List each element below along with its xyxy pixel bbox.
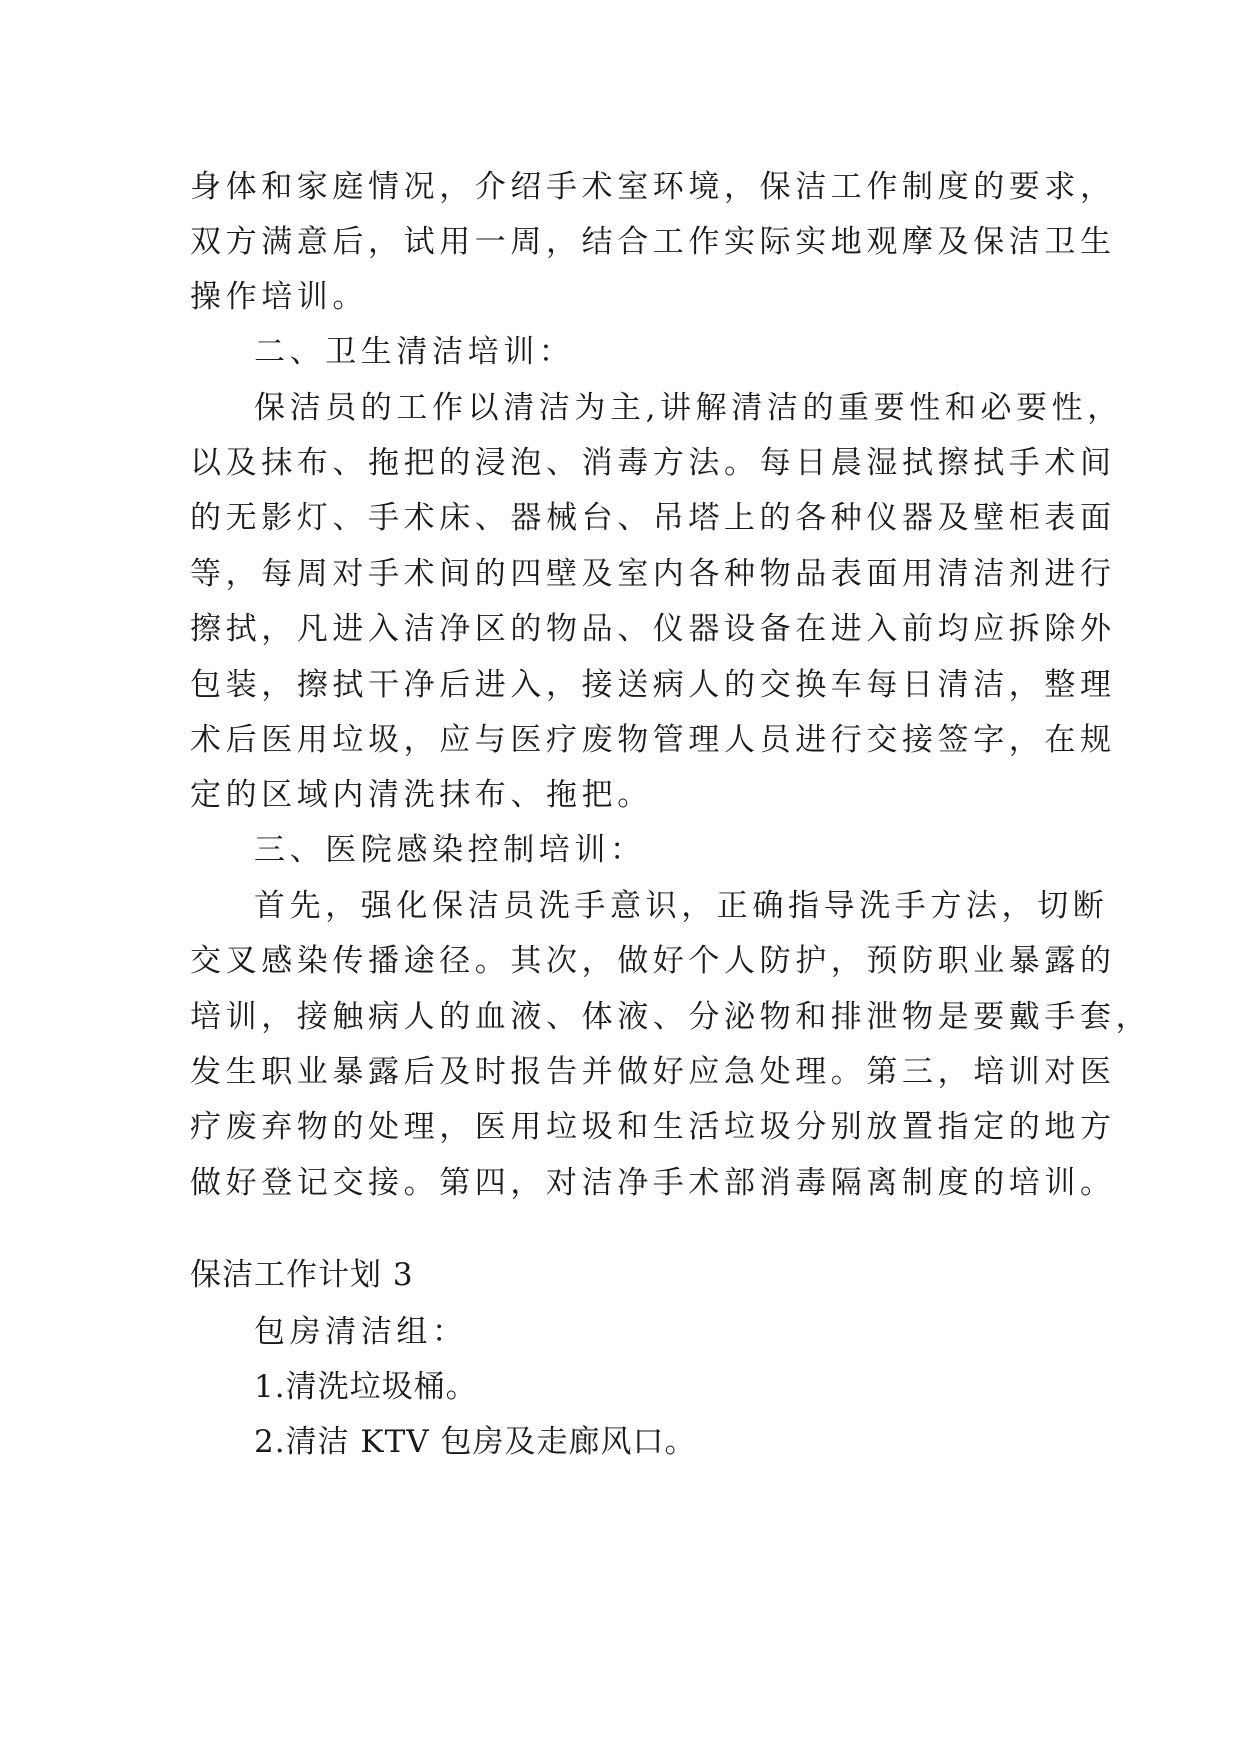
paragraph-line: 发生职业暴露后及时报告并做好应急处理。第三，培训对医 (190, 1054, 1116, 1090)
group-heading: 包房清洁组： (254, 1314, 468, 1350)
paragraph-line: 定的区域内清洗抹布、拖把。 (190, 777, 653, 813)
paragraph-line: 的无影灯、手术床、器械台、吊塔上的各种仪器及壁柜表面 (190, 500, 1116, 536)
paragraph-line: 操作培训。 (190, 279, 368, 315)
paragraph-line: 交叉感染传播途径。其次，做好个人防护，预防职业暴露的 (190, 943, 1116, 979)
section-title: 保洁工作计划 3 (190, 1257, 414, 1293)
list-item: 2.清洁 KTV 包房及走廊风口。 (254, 1424, 697, 1460)
paragraph-line: 身体和家庭情况，介绍手术室环境，保洁工作制度的要求， (190, 169, 1116, 205)
paragraph-line: 包装，擦拭干净后进入，接送病人的交换车每日清洁，整理 (190, 667, 1116, 703)
paragraph-line: 保洁员的工作以清洁为主,讲解清洁的重要性和必要性， (254, 390, 1123, 426)
paragraph-line: 术后医用垃圾，应与医疗废物管理人员进行交接签字，在规 (190, 722, 1116, 758)
paragraph-line: 以及抹布、拖把的浸泡、消毒方法。每日晨湿拭擦拭手术间 (190, 445, 1116, 481)
section-heading-hygiene: 二、卫生清洁培训： (254, 334, 575, 370)
paragraph-line: 培训，接触病人的血液、体液、分泌物和排泄物是要戴手套， (190, 999, 1152, 1035)
paragraph-line: 擦拭，凡进入洁净区的物品、仪器设备在进入前均应拆除外 (190, 611, 1116, 647)
paragraph-line: 疗废弃物的处理，医用垃圾和生活垃圾分别放置指定的地方 (190, 1109, 1116, 1145)
paragraph-line: 首先，强化保洁员洗手意识，正确指导洗手方法，切断 (254, 888, 1109, 924)
section-heading-infection: 三、医院感染控制培训： (254, 832, 646, 868)
paragraph-line: 等，每周对手术间的四壁及室内各种物品表面用清洁剂进行 (190, 556, 1116, 592)
paragraph-line: 双方满意后，试用一周，结合工作实际实地观摩及保洁卫生 (190, 224, 1116, 260)
list-item: 1.清洗垃圾桶。 (254, 1369, 478, 1405)
paragraph-line: 做好登记交接。第四，对洁净手术部消毒隔离制度的培训。 (190, 1165, 1116, 1201)
